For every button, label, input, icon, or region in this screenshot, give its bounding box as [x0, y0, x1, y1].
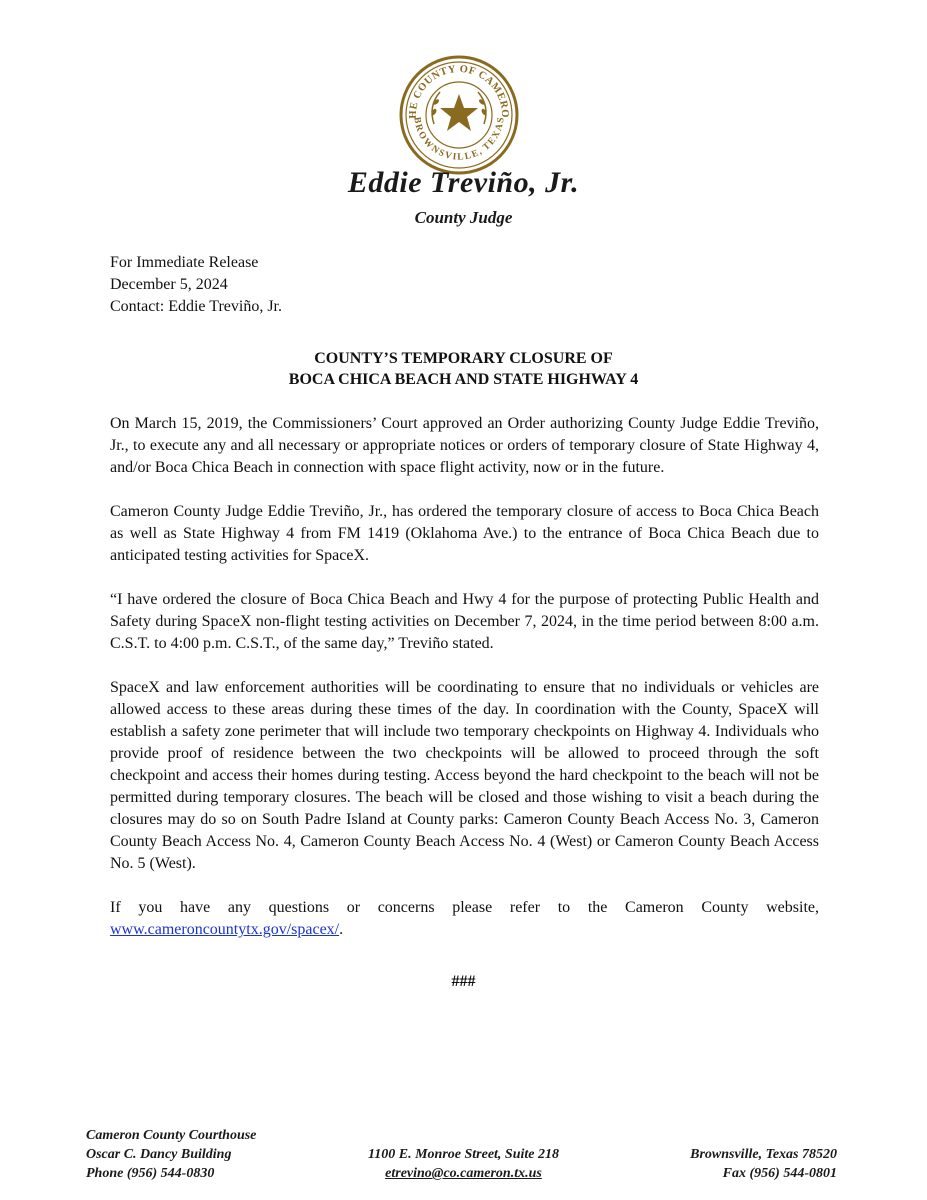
footer-right: [690, 1145, 837, 1183]
paragraph-5-text: If you have any questions or concerns please refer to the Cameron County website,: [110, 899, 819, 916]
seal-bottom-text: BROWNSVILLE, TEXAS: [411, 116, 507, 163]
paragraph-3: “I have ordered the closure of Boca Chica Beach and Hwy 4 for the purpose of protecting Public Health and Safety during SpaceX non-flight testing activities on December 7, 2024, in the time period between 8:00 a.m. C.S.T. to 4:00 p.m. C.S.T., of the same day,” Treviño stated.: [110, 591, 819, 652]
headline-line-1: COUNTY’S TEMPORARY CLOSURE OF: [314, 350, 613, 367]
end-mark: ###: [451, 973, 476, 990]
footer-email[interactable]: etrevino@co.cameron.tx.us: [385, 1166, 542, 1181]
headline-line-2: BOCA CHICA BEACH AND STATE HIGHWAY 4: [288, 371, 639, 388]
release-type: For Immediate Release: [110, 254, 259, 271]
paragraph-2: Cameron County Judge Eddie Treviño, Jr., has ordered the temporary closure of access to Boca Chica Beach as well as State Highway 4 from FM 1419 (Oklahoma Ave.) to the entrance of Boca Chica Beach due to anticipated testing activities for SpaceX.: [110, 503, 819, 564]
county-seal-icon: [398, 54, 520, 176]
footer-phone: Phone (956) 544-0830: [86, 1166, 215, 1181]
seal-top-text: HE COUNTY OF CAMERO: [407, 63, 511, 119]
paragraph-4: SpaceX and law enforcement authorities will be coordinating to ensure that no individuals or vehicles are allowed access to these areas during these times of the day. In coordination with the County, SpaceX will establish a safety zone perimeter that will include two temporary checkpoints on Highway 4. Individuals who provide proof of residence between the two checkpoints will be allowed to proceed through the soft checkpoint and access their homes during testing. Access beyond the hard checkpoint to the beach will not be permitted during temporary closures. The beach will be closed and those wishing to visit a beach during the closures may do so on South Padre Island at County parks: Cameron County Beach Access No. 3, Cameron County Beach Access No. 4, Cameron County Beach Access No. 4 (West) or Cameron County Beach Access No. 5 (West).: [110, 679, 819, 872]
judge-title: County Judge: [414, 208, 513, 227]
press-release-body: [110, 413, 819, 963]
county-seal-graphic: [398, 54, 520, 176]
headline: [0, 348, 927, 390]
spacex-website-link[interactable]: www.cameroncountytx.gov/spacex/: [110, 921, 340, 938]
footer-address: 1100 E. Monroe Street, Suite 218: [368, 1147, 559, 1162]
footer-city: Brownsville, Texas 78520: [690, 1147, 837, 1162]
judge-name: Eddie Treviño, Jr.: [347, 166, 580, 199]
footer-courthouse: Cameron County Courthouse: [86, 1128, 257, 1143]
release-contact: Contact: Eddie Treviño, Jr.: [110, 298, 282, 315]
release-info: [110, 252, 282, 318]
paragraph-5: [110, 897, 819, 941]
release-date: December 5, 2024: [110, 276, 228, 293]
paragraph-1: On March 15, 2019, the Commissioners’ Court approved an Order authorizing County Judge Eddie Treviño, Jr., to execute any and all necessary or appropriate notices or orders of temporary closure of State Highway 4, and/or Boca Chica Beach in connection with space flight activity, now or in the future.: [110, 415, 819, 476]
paragraph-5-end: .: [339, 921, 344, 938]
footer-building: Oscar C. Dancy Building: [86, 1147, 232, 1162]
footer-fax: Fax (956) 544-0801: [722, 1166, 837, 1181]
